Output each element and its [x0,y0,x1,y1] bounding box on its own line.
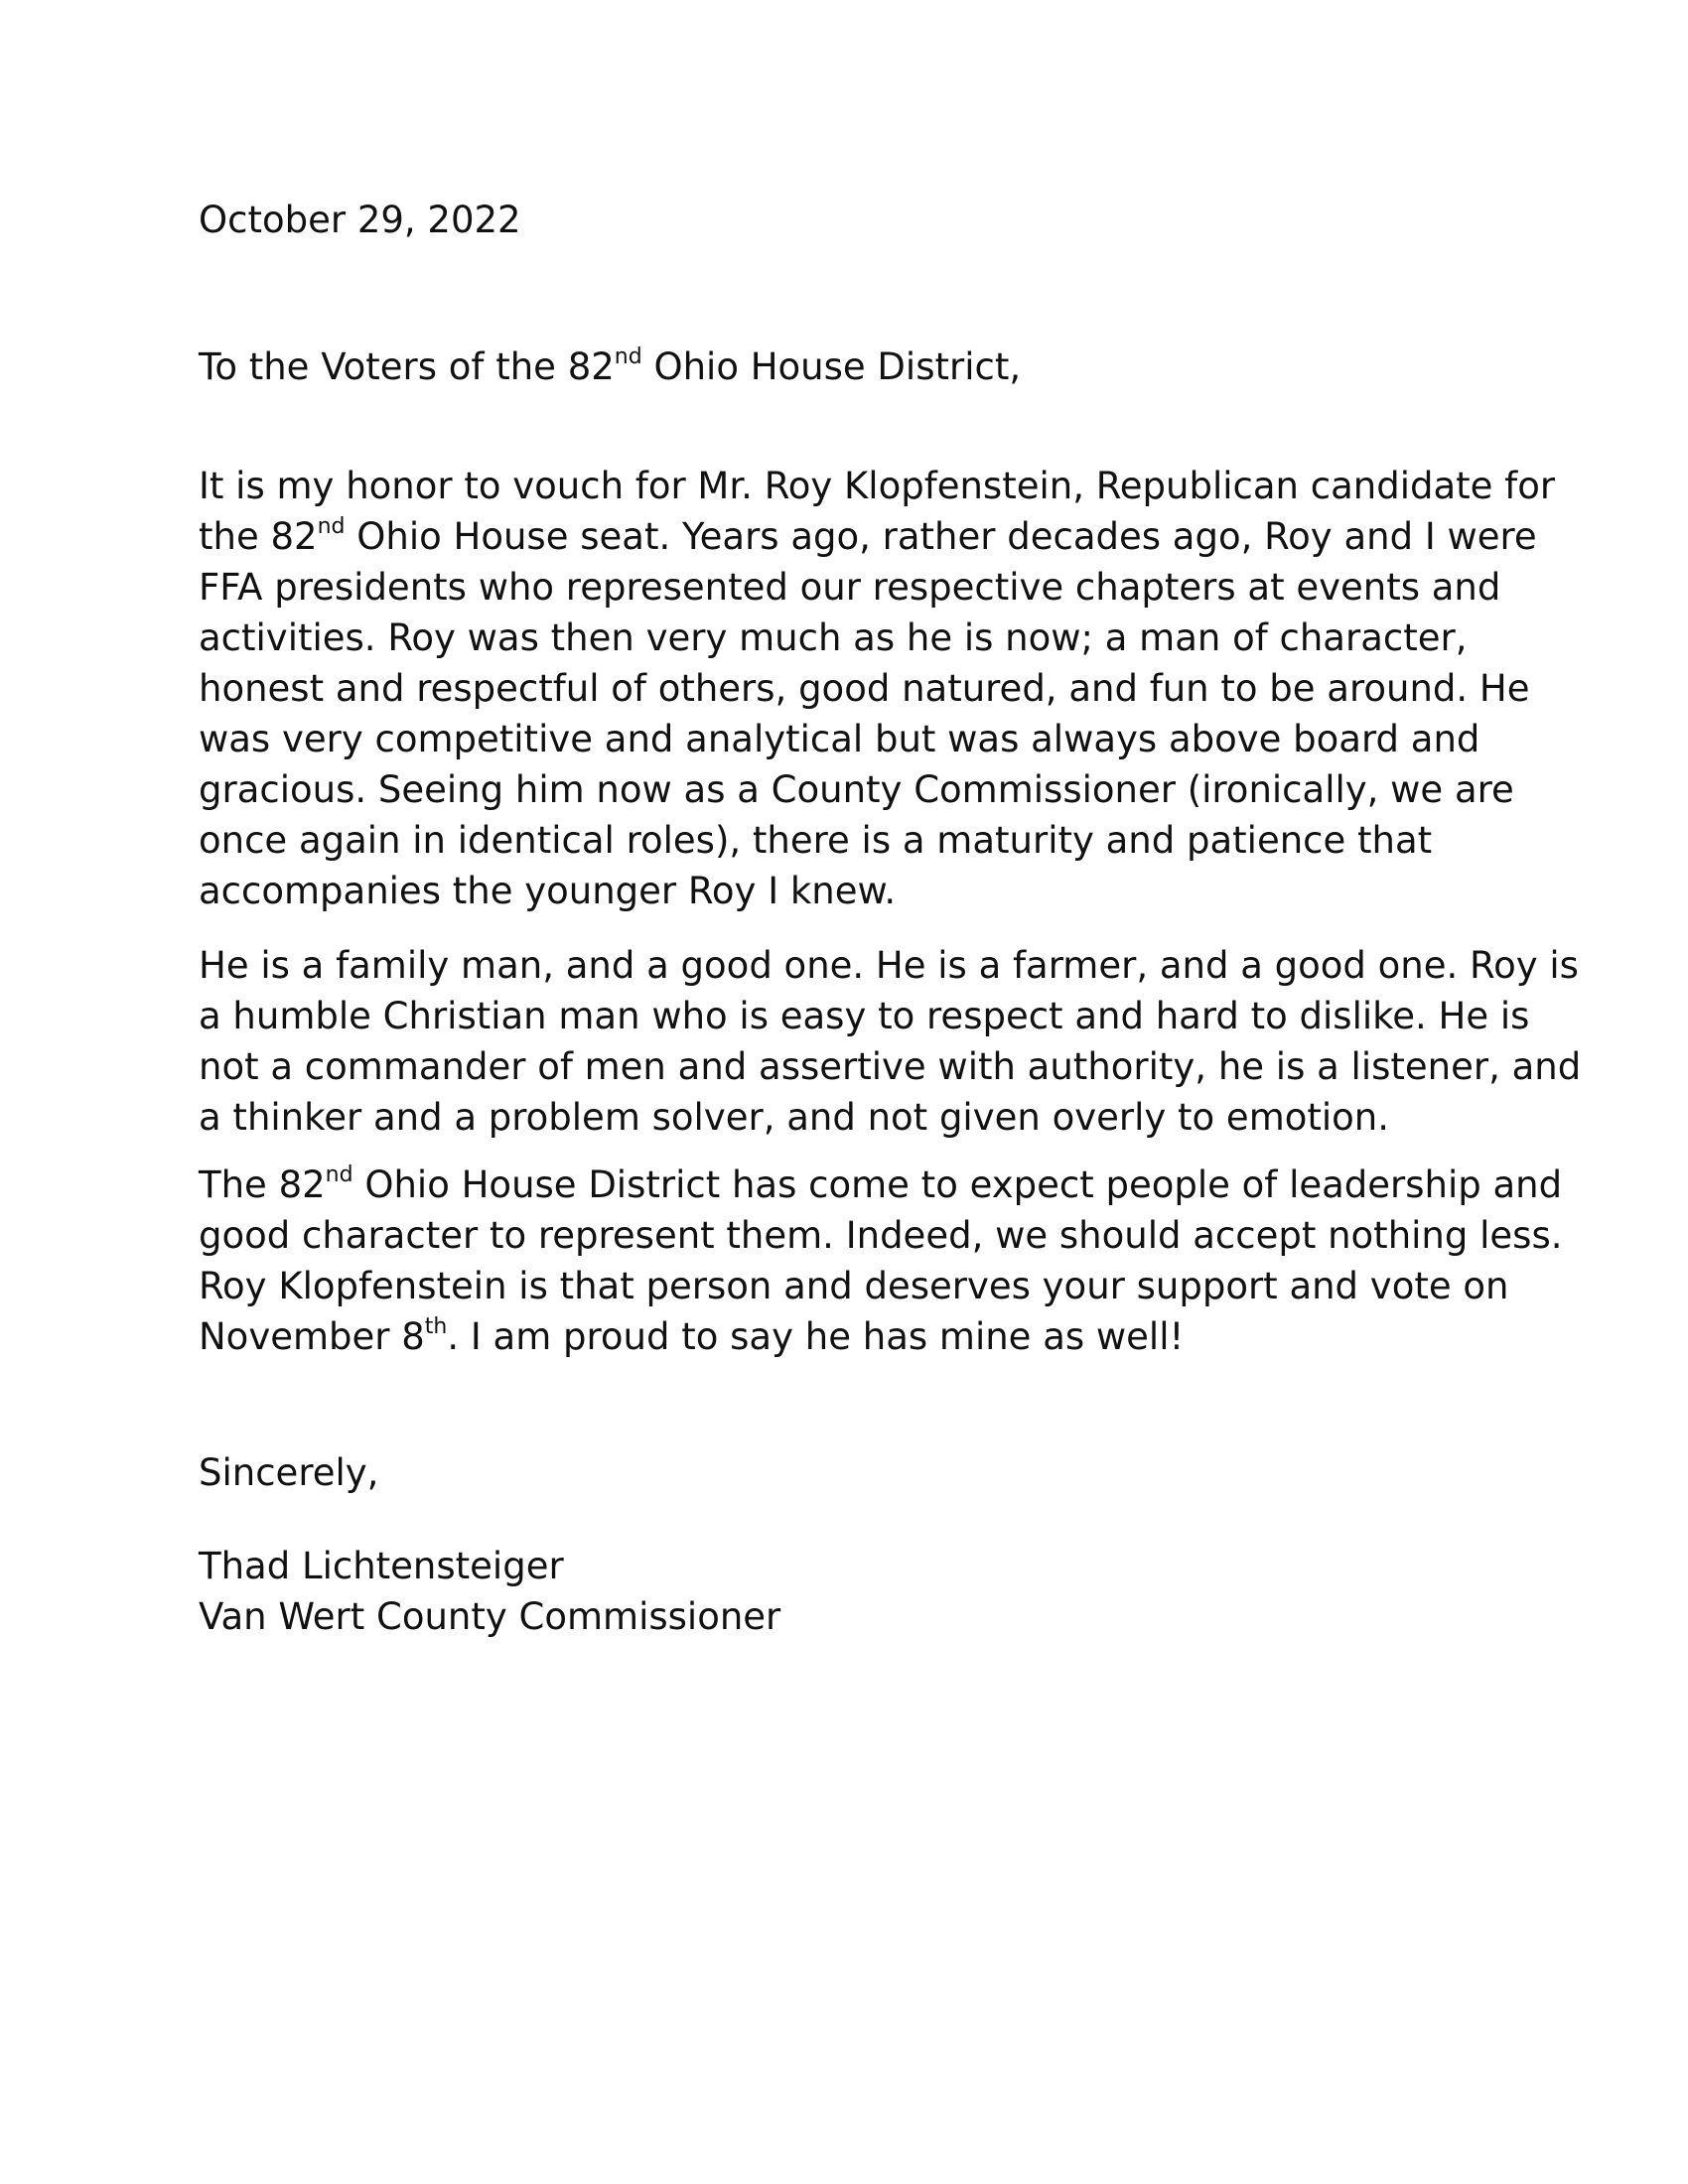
salutation-text-end: Ohio House District, [641,345,1022,388]
paragraph-line: was very competitive and analytical but was always above board and [199,718,1480,760]
closing: Sincerely, [199,1451,379,1494]
paragraph-line [199,511,1537,562]
paragraph-line: Roy Klopfenstein is that person and deserves your support and vote on [199,1265,1509,1307]
paragraph-line: gracious. Seeing him now as a County Commissioner (ironically, we are [199,768,1514,811]
ordinal-suffix: th [424,1314,448,1339]
paragraph-3 [199,1160,1563,1362]
paragraph-line: honest and respectful of others, good natured, and fun to be around. He [199,667,1530,710]
paragraph-2 [199,940,1582,1143]
paragraph-line: once again in identical roles), there is a maturity and patience that [199,819,1433,862]
paragraph-line: He is a family man, and a good one. He is a farmer, and a good one. Roy is [199,944,1579,987]
signature-name: Thad Lichtensteiger [199,1545,564,1587]
paragraph-line: a humble Christian man who is easy to respect and hard to dislike. He is [199,995,1530,1037]
line-text: Ohio House District has come to expect people of leadership and [352,1163,1563,1206]
paragraph-line: FFA presidents who represented our respective chapters at events and [199,566,1501,609]
paragraph-line: accompanies the younger Roy I knew. [199,870,897,912]
paragraph-line: not a commander of men and assertive with authority, he is a listener, and [199,1045,1582,1088]
paragraph-line [199,1160,1563,1210]
paragraph-1 [199,461,1556,916]
ordinal-suffix: nd [614,344,642,369]
letter-date: October 29, 2022 [199,199,521,241]
paragraph-line: activities. Roy was then very much as he is now; a man of character, [199,616,1468,659]
ordinal-suffix: nd [317,514,346,539]
paragraph-line: good character to represent them. Indeed, we should accept nothing less. [199,1214,1563,1257]
line-text: the 82 [199,515,318,558]
ordinal-suffix: nd [325,1162,353,1187]
line-text: Ohio House seat. Years ago, rather decades ago, Roy and I were [345,515,1537,558]
paragraph-line: It is my honor to vouch for Mr. Roy Klopfenstein, Republican candidate for [199,465,1556,507]
paragraph-line: a thinker and a problem solver, and not given overly to emotion. [199,1096,1390,1139]
signature-title: Van Wert County Commissioner [199,1595,781,1638]
salutation [199,341,1519,392]
line-text: . I am proud to say he has mine as well! [447,1315,1185,1358]
line-text: November 8 [199,1315,425,1358]
paragraph-line [199,1311,1519,1362]
line-text: The 82 [199,1163,326,1206]
salutation-text: To the Voters of the 82 [199,345,615,388]
